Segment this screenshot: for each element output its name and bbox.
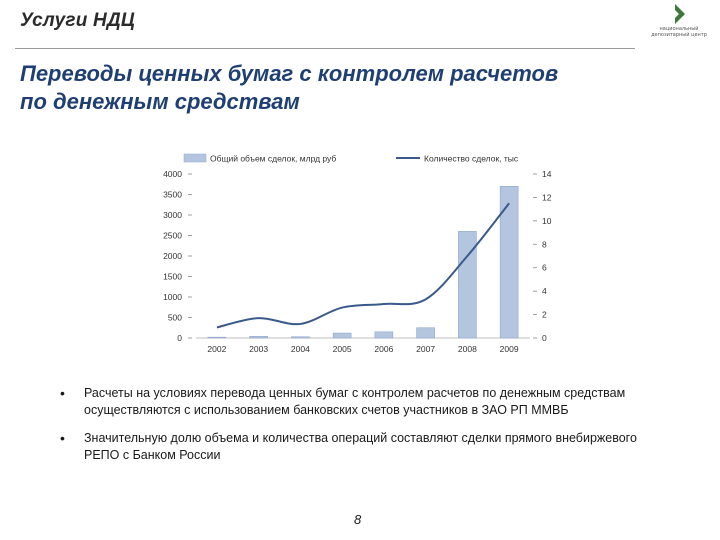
y-right-tick-label: 0	[542, 333, 547, 343]
header-divider	[15, 48, 635, 49]
y-right-tick-label: 14	[542, 169, 552, 179]
y-left-tick-label: 3500	[163, 189, 182, 200]
y-left-tick-label: 1500	[163, 271, 182, 282]
x-tick-label: 2002	[207, 344, 227, 354]
y-left-tick-label: 1000	[163, 292, 182, 302]
x-tick-label: 2004	[290, 344, 310, 354]
y-right-tick-label: 2	[542, 309, 547, 320]
bullet-list	[60, 385, 650, 475]
legend-bar-swatch	[184, 154, 206, 162]
y-right-tick-label: 10	[542, 215, 552, 226]
bullet-item	[60, 385, 650, 419]
y-left-tick-label: 3000	[163, 210, 182, 220]
volume-count-chart	[150, 148, 570, 368]
volume-bar	[417, 328, 435, 338]
y-left-tick-label: 0	[177, 333, 182, 343]
volume-bar	[500, 186, 518, 338]
slide-title-line-1: Переводы ценных бумаг с контролем расчетов	[20, 61, 559, 86]
y-left-tick-label: 500	[167, 312, 182, 323]
company-logo	[645, 4, 713, 50]
legend-bar-label: Общий объем сделок, млрд руб	[210, 153, 337, 164]
page-number: 8	[354, 512, 362, 527]
y-right-tick-label: 8	[542, 239, 547, 250]
logo-mark-icon	[673, 4, 687, 24]
x-tick-label: 2005	[332, 344, 352, 354]
bullet-dot-icon: •	[60, 385, 65, 401]
slide-title	[20, 60, 710, 116]
x-tick-label: 2008	[457, 344, 477, 354]
y-left-tick-label: 2000	[163, 251, 182, 261]
x-tick-label: 2006	[374, 344, 394, 354]
volume-bar	[250, 336, 268, 338]
y-right-tick-label: 12	[542, 192, 552, 203]
bullet-item	[60, 430, 650, 464]
legend-line-label: Количество сделок, тыс	[424, 153, 519, 164]
volume-bar	[291, 337, 309, 338]
bullet-text: Значительную долю объема и количества операций составляют сделки прямого внебиржевого РЕПО с Банком России	[84, 431, 637, 462]
x-tick-label: 2003	[249, 344, 269, 354]
y-left-tick-label: 4000	[163, 169, 182, 179]
header-title: Услуги НДЦ	[20, 10, 135, 31]
slide-title-line-2: по денежным средствам	[20, 89, 300, 114]
volume-bar	[375, 332, 393, 338]
x-tick-label: 2007	[416, 344, 436, 354]
y-right-tick-label: 4	[542, 286, 547, 297]
bullet-dot-icon: •	[60, 430, 65, 446]
volume-bar	[333, 333, 351, 338]
volume-bar	[208, 337, 226, 338]
bullet-text: Расчеты на условиях перевода ценных бумаг с контролем расчетов по денежным средствам осуществляются с использованием банковских счетов участников в ЗАО РП ММВБ	[84, 386, 626, 417]
x-tick-label: 2009	[499, 344, 519, 354]
y-left-tick-label: 2500	[163, 230, 182, 241]
logo-text: национальный депозитарный центр	[651, 26, 707, 38]
y-right-tick-label: 6	[542, 262, 547, 273]
